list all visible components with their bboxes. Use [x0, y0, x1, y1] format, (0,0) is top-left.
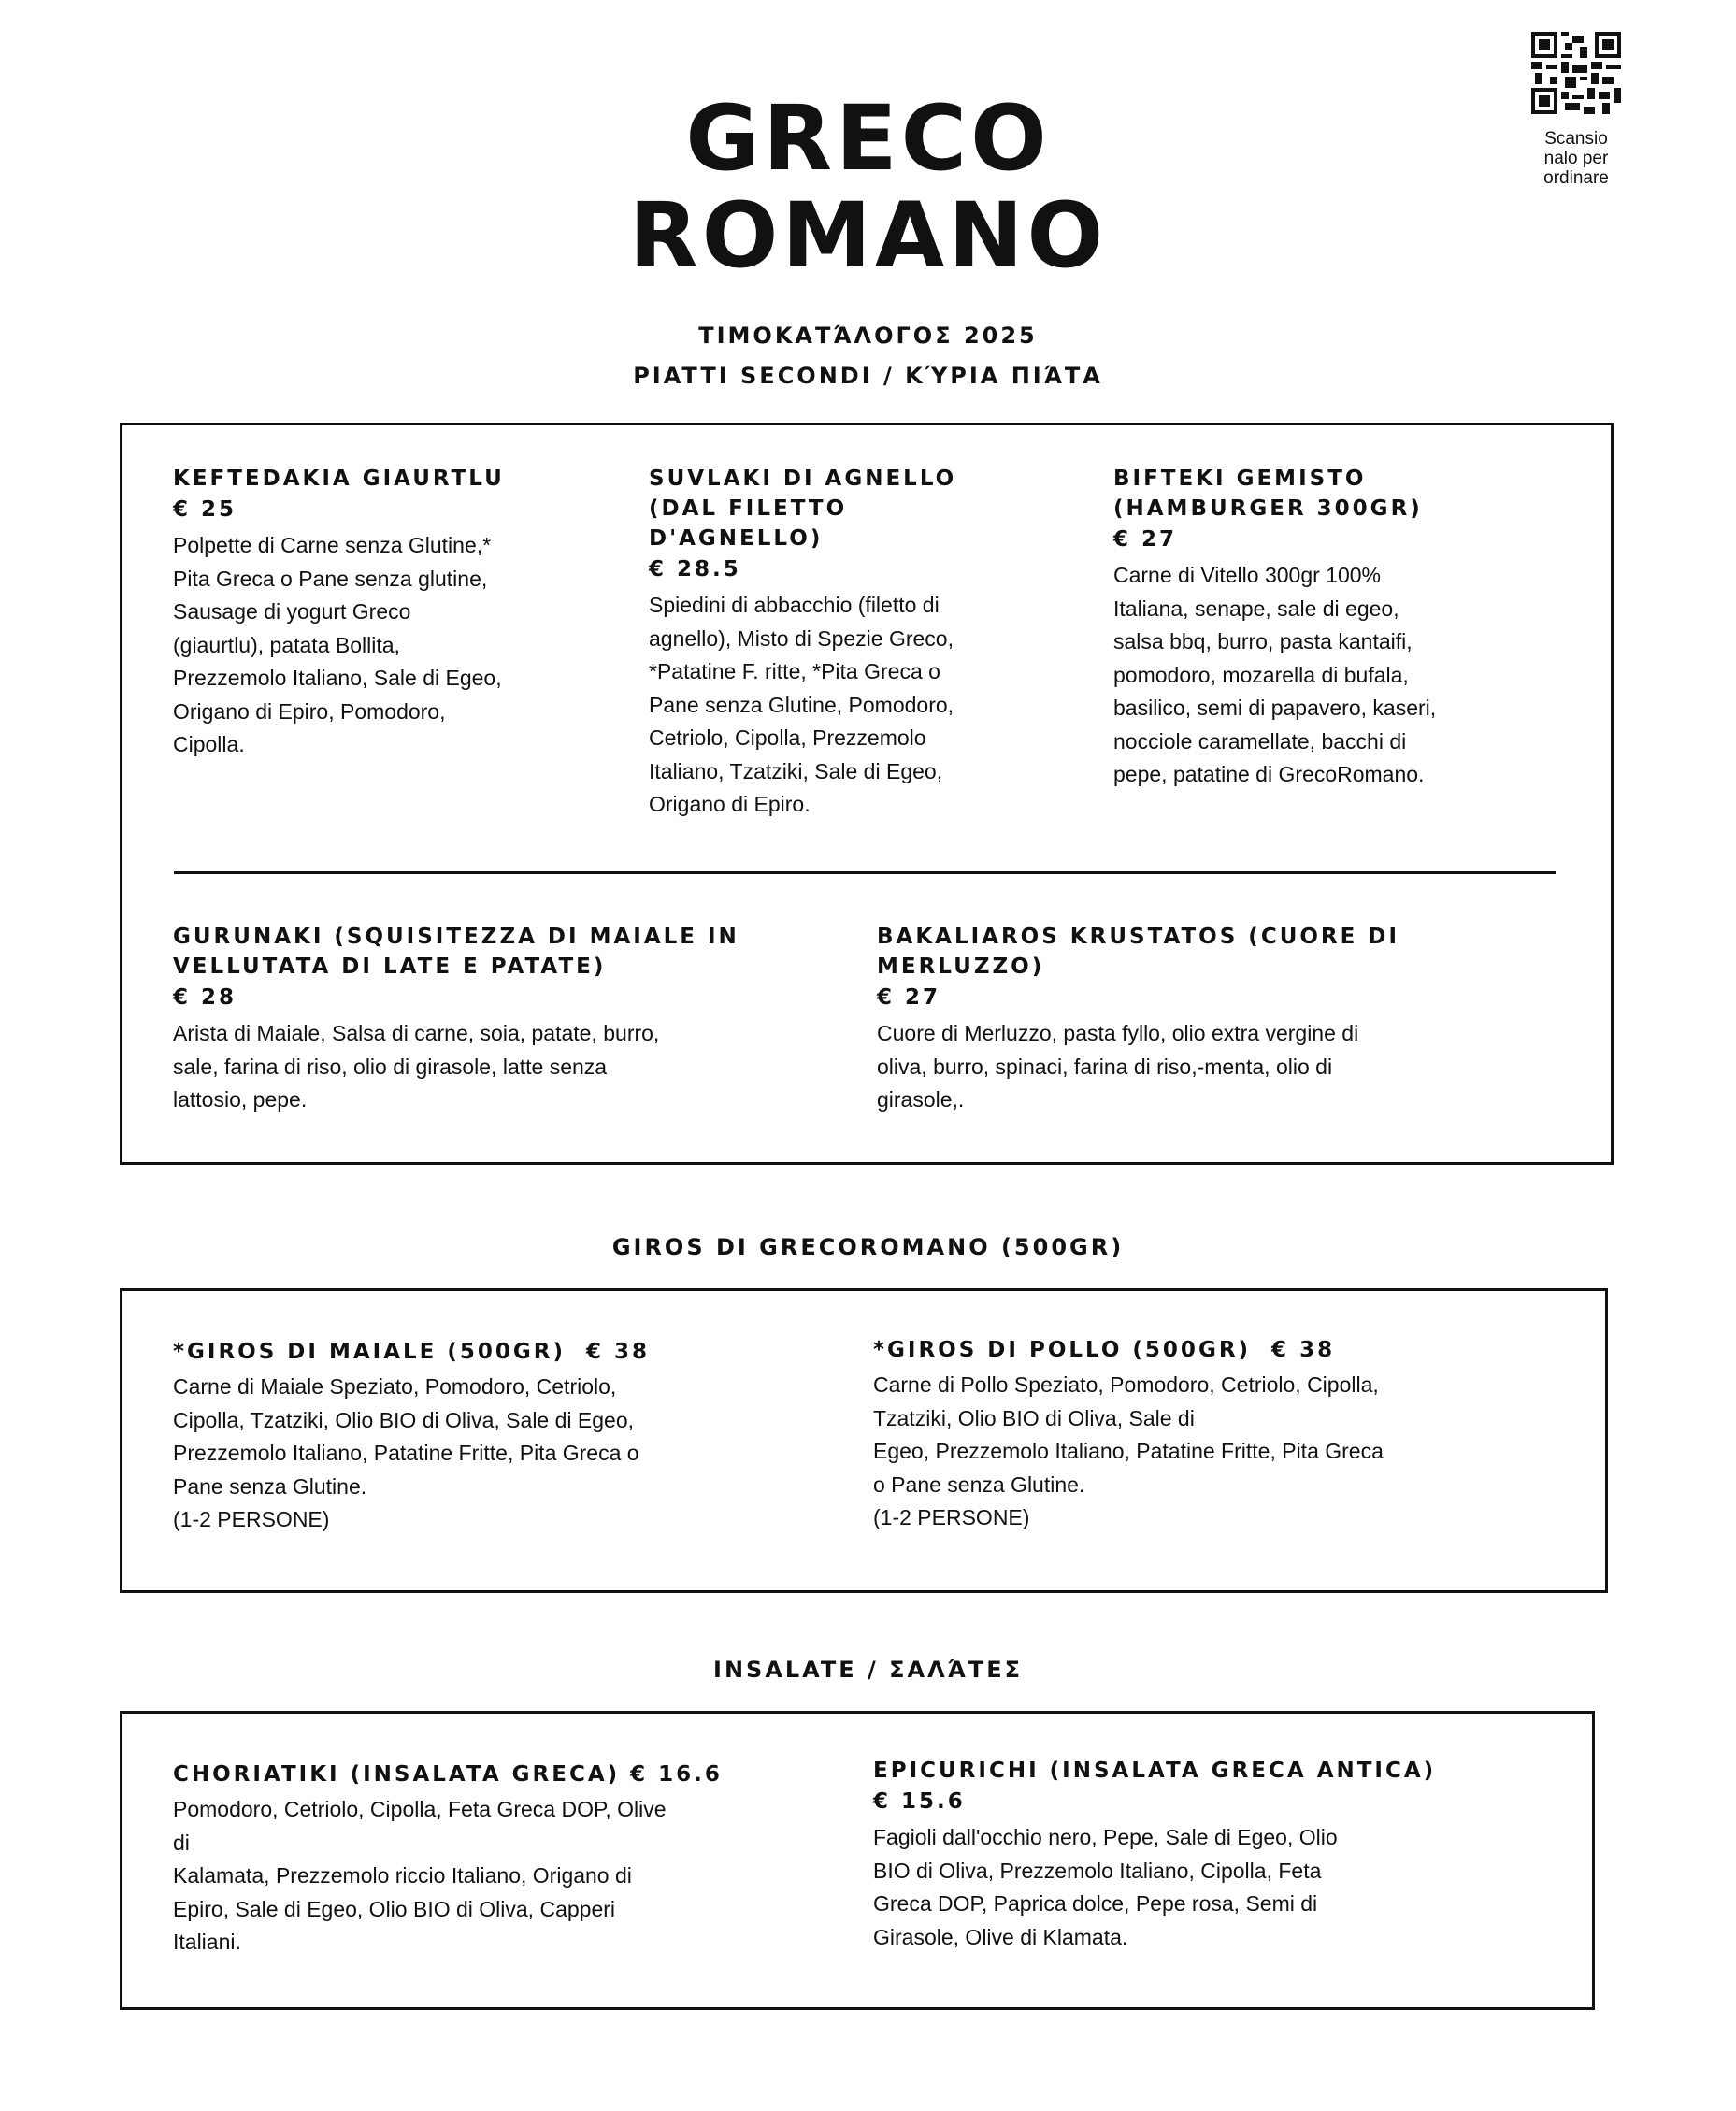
item-name: *GIROS DI POLLO (500GR) € 38 [873, 1338, 1336, 1362]
item-description: Pomodoro, Cetriolo, Cipolla, Feta Greca DOP, Olive di Kalamata, Prezzemolo riccio Italiano, Origano di Epiro, Sale di Egeo, Olio BIO di Oliva, Capperi Italiani. [173, 1797, 667, 1954]
item-description: Polpette di Carne senza Glutine,* Pita Greca o Pane senza glutine, Sausage di yogurt Greco (giaurtlu), patata Bollita, Prezzemolo Italiano, Sale di Egeo, Origano di Epiro, Pomodoro, Cipolla. [173, 533, 502, 756]
item-name: EPICURICHI (INSALATA GRECA ANTICA) [873, 1759, 1437, 1783]
section-heading-secondi: PIATTI SECONDI / ΚΎΡΙΑ ΠΙΆΤΑ [633, 363, 1103, 389]
section-heading-insalate: INSALATE / ΣΑΛΆΤΕΣ [713, 1657, 1023, 1683]
menu-year-subtitle: ΤΙΜΟΚΑΤΆΛΟΓΟΣ 2025 [698, 323, 1038, 349]
item-price: € 25 [173, 497, 237, 522]
item-description: Carne di Pollo Speziato, Pomodoro, Cetriolo, Cipolla, Tzatziki, Olio BIO di Oliva, Sale di Egeo, Prezzemolo Italiano, Patatine Fritte, Pita Greca o Pane senza Glutine. (1-2 PERSONE) [873, 1372, 1384, 1529]
qr-caption: Scansio nalo per ordinare [1543, 129, 1609, 188]
menu-item-choriatiki[interactable] [173, 1759, 846, 1960]
item-price: € 15.6 [873, 1789, 966, 1814]
qr-code-icon[interactable] [1531, 32, 1621, 114]
menu-item-giros-maiale[interactable] [173, 1337, 846, 1537]
item-name: *GIROS DI MAIALE (500GR) € 38 [173, 1340, 651, 1364]
item-price: € 27 [877, 985, 941, 1010]
section-heading-giros: GIROS DI GRECOROMANO (500GR) [611, 1234, 1125, 1260]
item-description: Cuore di Merluzzo, pasta fyllo, olio extra vergine di oliva, burro, spinaci, farina di riso,-menta, olio di girasole,. [877, 1021, 1359, 1112]
item-name: GURUNAKI (SQUISITEZZA DI MAIALE IN VELLUTATA DI LATE E PATATE) [173, 925, 739, 979]
item-description: Carne di Vitello 300gr 100% Italiana, senape, sale di egeo, salsa bbq, burro, pasta kantaifi, pomodoro, mozarella di bufala, basilico, semi di papavero, kaseri, nocciole caramellate, bacchi di pepe, patatine di GrecoRomano. [1113, 563, 1437, 786]
menu-item-bakaliaros[interactable] [877, 922, 1550, 1117]
item-description: Fagioli dall'occhio nero, Pepe, Sale di Egeo, Olio BIO di Oliva, Prezzemolo Italiano, Cipolla, Feta Greca DOP, Paprica dolce, Pepe rosa, Semi di Girasole, Olive di Klamata. [873, 1825, 1338, 1949]
menu-item-epicurichi[interactable] [873, 1756, 1565, 1954]
item-description: Carne di Maiale Speziato, Pomodoro, Cetriolo, Cipolla, Tzatziki, Olio BIO di Oliva, Sale di Egeo, Prezzemolo Italiano, Patatine Fritte, Pita Greca o Pane senza Glutine. (1-2 PERSONE) [173, 1374, 639, 1531]
title-line-2: ROMANO [628, 183, 1108, 288]
item-price: € 28 [173, 985, 237, 1010]
section-divider [174, 871, 1556, 874]
menu-item-bifteki[interactable] [1113, 464, 1600, 792]
restaurant-title [0, 86, 1736, 288]
item-description: Spiedini di abbacchio (filetto di agnello), Misto di Spezie Greco, *Patatine F. ritte, *Pita Greca o Pane senza Glutine, Pomodoro, Cetriolo, Cipolla, Prezzemolo Italiano, Tzatziki, Sale di Egeo, Origano di Epiro. [649, 593, 954, 816]
item-price: € 27 [1113, 527, 1178, 552]
item-name: BIFTEKI GEMISTO (HAMBURGER 300GR) [1113, 467, 1423, 521]
menu-item-keftedakia[interactable] [173, 464, 622, 762]
menu-item-giros-pollo[interactable] [873, 1335, 1565, 1535]
item-name: KEFTEDAKIA GIAURTLU [173, 467, 505, 491]
item-price: € 28.5 [649, 557, 741, 582]
item-description: Arista di Maiale, Salsa di carne, soia, patate, burro, sale, farina di riso, olio di girasole, latte senza lattosio, pepe. [173, 1021, 660, 1112]
item-name: BAKALIAROS KRUSTATOS (CUORE DI MERLUZZO) [877, 925, 1400, 979]
item-name: SUVLAKI DI AGNELLO (DAL FILETTO D'AGNELLO) [649, 467, 957, 551]
menu-item-suvlaki[interactable] [649, 464, 1079, 822]
title-line-1: GRECO [685, 86, 1051, 191]
menu-item-gurunaki[interactable] [173, 922, 846, 1117]
item-name: CHORIATIKI (INSALATA GRECA) € 16.6 [173, 1762, 723, 1787]
